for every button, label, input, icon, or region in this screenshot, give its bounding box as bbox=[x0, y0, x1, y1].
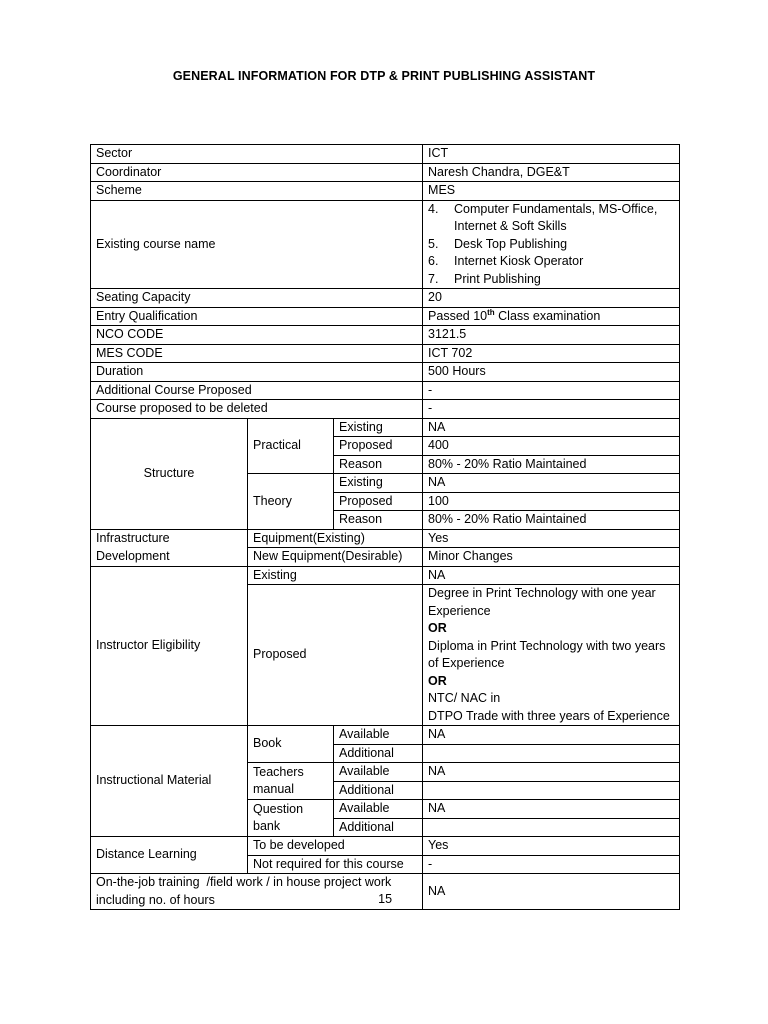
teachers-available-value: NA bbox=[423, 763, 680, 782]
distance-develop-value: Yes bbox=[423, 837, 680, 856]
document-title: GENERAL INFORMATION FOR DTP & PRINT PUBLISHING ASSISTANT bbox=[172, 69, 596, 83]
additional-value: - bbox=[423, 381, 680, 400]
instructor-or-1: OR bbox=[428, 621, 447, 635]
instructor-line-2: Diploma in Print Technology with two years of Experience bbox=[428, 638, 666, 670]
row-seating bbox=[91, 289, 680, 308]
question-available-value: NA bbox=[423, 800, 680, 819]
teachers-additional-value bbox=[423, 781, 680, 800]
instructor-label: Instructor Eligibility bbox=[91, 566, 248, 726]
book-available-value: NA bbox=[423, 726, 680, 745]
mes-value: ICT 702 bbox=[423, 344, 680, 363]
ojt-hours: 15 bbox=[378, 891, 393, 906]
seating-value: 20 bbox=[423, 289, 680, 308]
deleted-value: - bbox=[423, 400, 680, 419]
list-item: 5. Desk Top Publishing bbox=[428, 236, 568, 251]
row-instructor-existing bbox=[91, 566, 680, 585]
practical-reason-label: Reason bbox=[334, 455, 423, 474]
existing-course-list bbox=[423, 200, 680, 289]
row-infra-existing bbox=[91, 529, 680, 548]
row-entry bbox=[91, 307, 680, 326]
row-scheme bbox=[91, 182, 680, 201]
row-structure-practical-existing bbox=[91, 418, 680, 437]
distance-develop-label: To be developed bbox=[248, 837, 423, 856]
entry-label: Entry Qualification bbox=[91, 307, 423, 326]
row-distance-develop bbox=[91, 837, 680, 856]
teachers-label: Teachers manual bbox=[248, 763, 334, 800]
question-label: Question bank bbox=[248, 800, 334, 837]
question-additional-label: Additional bbox=[334, 818, 423, 837]
distance-notreq-label: Not required for this course bbox=[248, 855, 423, 874]
list-item: 7. Print Publishing bbox=[428, 271, 541, 286]
nco-label: NCO CODE bbox=[91, 326, 423, 345]
row-sector bbox=[91, 145, 680, 164]
distance-notreq-value: - bbox=[423, 855, 680, 874]
theory-existing-label: Existing bbox=[334, 474, 423, 493]
additional-label: Additional Course Proposed bbox=[91, 381, 423, 400]
entry-value: Passed 10th Class examination bbox=[423, 307, 680, 326]
instructor-proposed-value bbox=[423, 585, 680, 726]
list-item: 6. Internet Kiosk Operator bbox=[428, 254, 584, 268]
theory-label: Theory bbox=[248, 474, 334, 530]
deleted-label: Course proposed to be deleted bbox=[91, 400, 423, 419]
question-available-label: Available bbox=[334, 800, 423, 819]
coordinator-label: Coordinator bbox=[91, 163, 423, 182]
existing-course-label: Existing course name bbox=[91, 200, 423, 289]
distance-label: Distance Learning bbox=[91, 837, 248, 874]
duration-label: Duration bbox=[91, 363, 423, 382]
instructor-existing-value: NA bbox=[423, 566, 680, 585]
ojt-value: NA bbox=[423, 874, 680, 910]
book-available-label: Available bbox=[334, 726, 423, 745]
instructor-existing-label: Existing bbox=[248, 566, 423, 585]
coordinator-value: Naresh Chandra, DGE&T bbox=[423, 163, 680, 182]
material-label: Instructional Material bbox=[91, 726, 248, 837]
practical-label: Practical bbox=[248, 418, 334, 474]
list-item: 4. Computer Fundamentals, MS-Office, Internet & Soft Skills bbox=[428, 201, 658, 233]
structure-label: Structure bbox=[91, 418, 248, 529]
teachers-additional-label: Additional bbox=[334, 781, 423, 800]
row-book-available bbox=[91, 726, 680, 745]
info-table bbox=[90, 144, 680, 910]
practical-proposed-value: 400 bbox=[423, 437, 680, 456]
row-existing-course bbox=[91, 200, 680, 289]
practical-existing-label: Existing bbox=[334, 418, 423, 437]
theory-reason-label: Reason bbox=[334, 511, 423, 530]
instructor-line-1: Degree in Print Technology with one year Experience bbox=[428, 586, 656, 618]
instructor-line-3: NTC/ NAC in bbox=[428, 691, 501, 705]
instructor-or-2: OR bbox=[428, 673, 447, 688]
teachers-available-label: Available bbox=[334, 763, 423, 782]
row-nco bbox=[91, 326, 680, 345]
row-duration bbox=[91, 363, 680, 382]
row-mes bbox=[91, 344, 680, 363]
equipment-new-label: New Equipment(Desirable) bbox=[248, 548, 423, 567]
book-label: Book bbox=[248, 726, 334, 763]
instructor-line-4: DTPO Trade with three years of Experience bbox=[428, 708, 670, 723]
row-deleted bbox=[91, 400, 680, 419]
theory-proposed-label: Proposed bbox=[334, 492, 423, 511]
book-additional-value bbox=[423, 744, 680, 763]
row-ojt bbox=[91, 874, 680, 910]
row-additional bbox=[91, 381, 680, 400]
row-coordinator bbox=[91, 163, 680, 182]
practical-reason-value: 80% - 20% Ratio Maintained bbox=[423, 455, 680, 474]
sector-label: Sector bbox=[91, 145, 423, 164]
ojt-label: On-the-job training /field work / in house project work including no. of hours bbox=[96, 875, 395, 907]
duration-value: 500 Hours bbox=[423, 363, 680, 382]
equipment-existing-label: Equipment(Existing) bbox=[248, 529, 423, 548]
practical-existing-value: NA bbox=[423, 418, 680, 437]
equipment-existing-value: Yes bbox=[423, 529, 680, 548]
mes-label: MES CODE bbox=[91, 344, 423, 363]
theory-existing-value: NA bbox=[423, 474, 680, 493]
instructor-proposed-label: Proposed bbox=[248, 585, 423, 726]
question-additional-value bbox=[423, 818, 680, 837]
seating-label: Seating Capacity bbox=[91, 289, 423, 308]
equipment-new-value: Minor Changes bbox=[423, 548, 680, 567]
scheme-value: MES bbox=[423, 182, 680, 201]
ojt-label-cell bbox=[91, 874, 423, 910]
book-additional-label: Additional bbox=[334, 744, 423, 763]
infrastructure-label: Infrastructure Development bbox=[91, 529, 248, 566]
scheme-label: Scheme bbox=[91, 182, 423, 201]
sector-value: ICT bbox=[423, 145, 680, 164]
nco-value: 3121.5 bbox=[423, 326, 680, 345]
practical-proposed-label: Proposed bbox=[334, 437, 423, 456]
theory-reason-value: 80% - 20% Ratio Maintained bbox=[423, 511, 680, 530]
theory-proposed-value: 100 bbox=[423, 492, 680, 511]
